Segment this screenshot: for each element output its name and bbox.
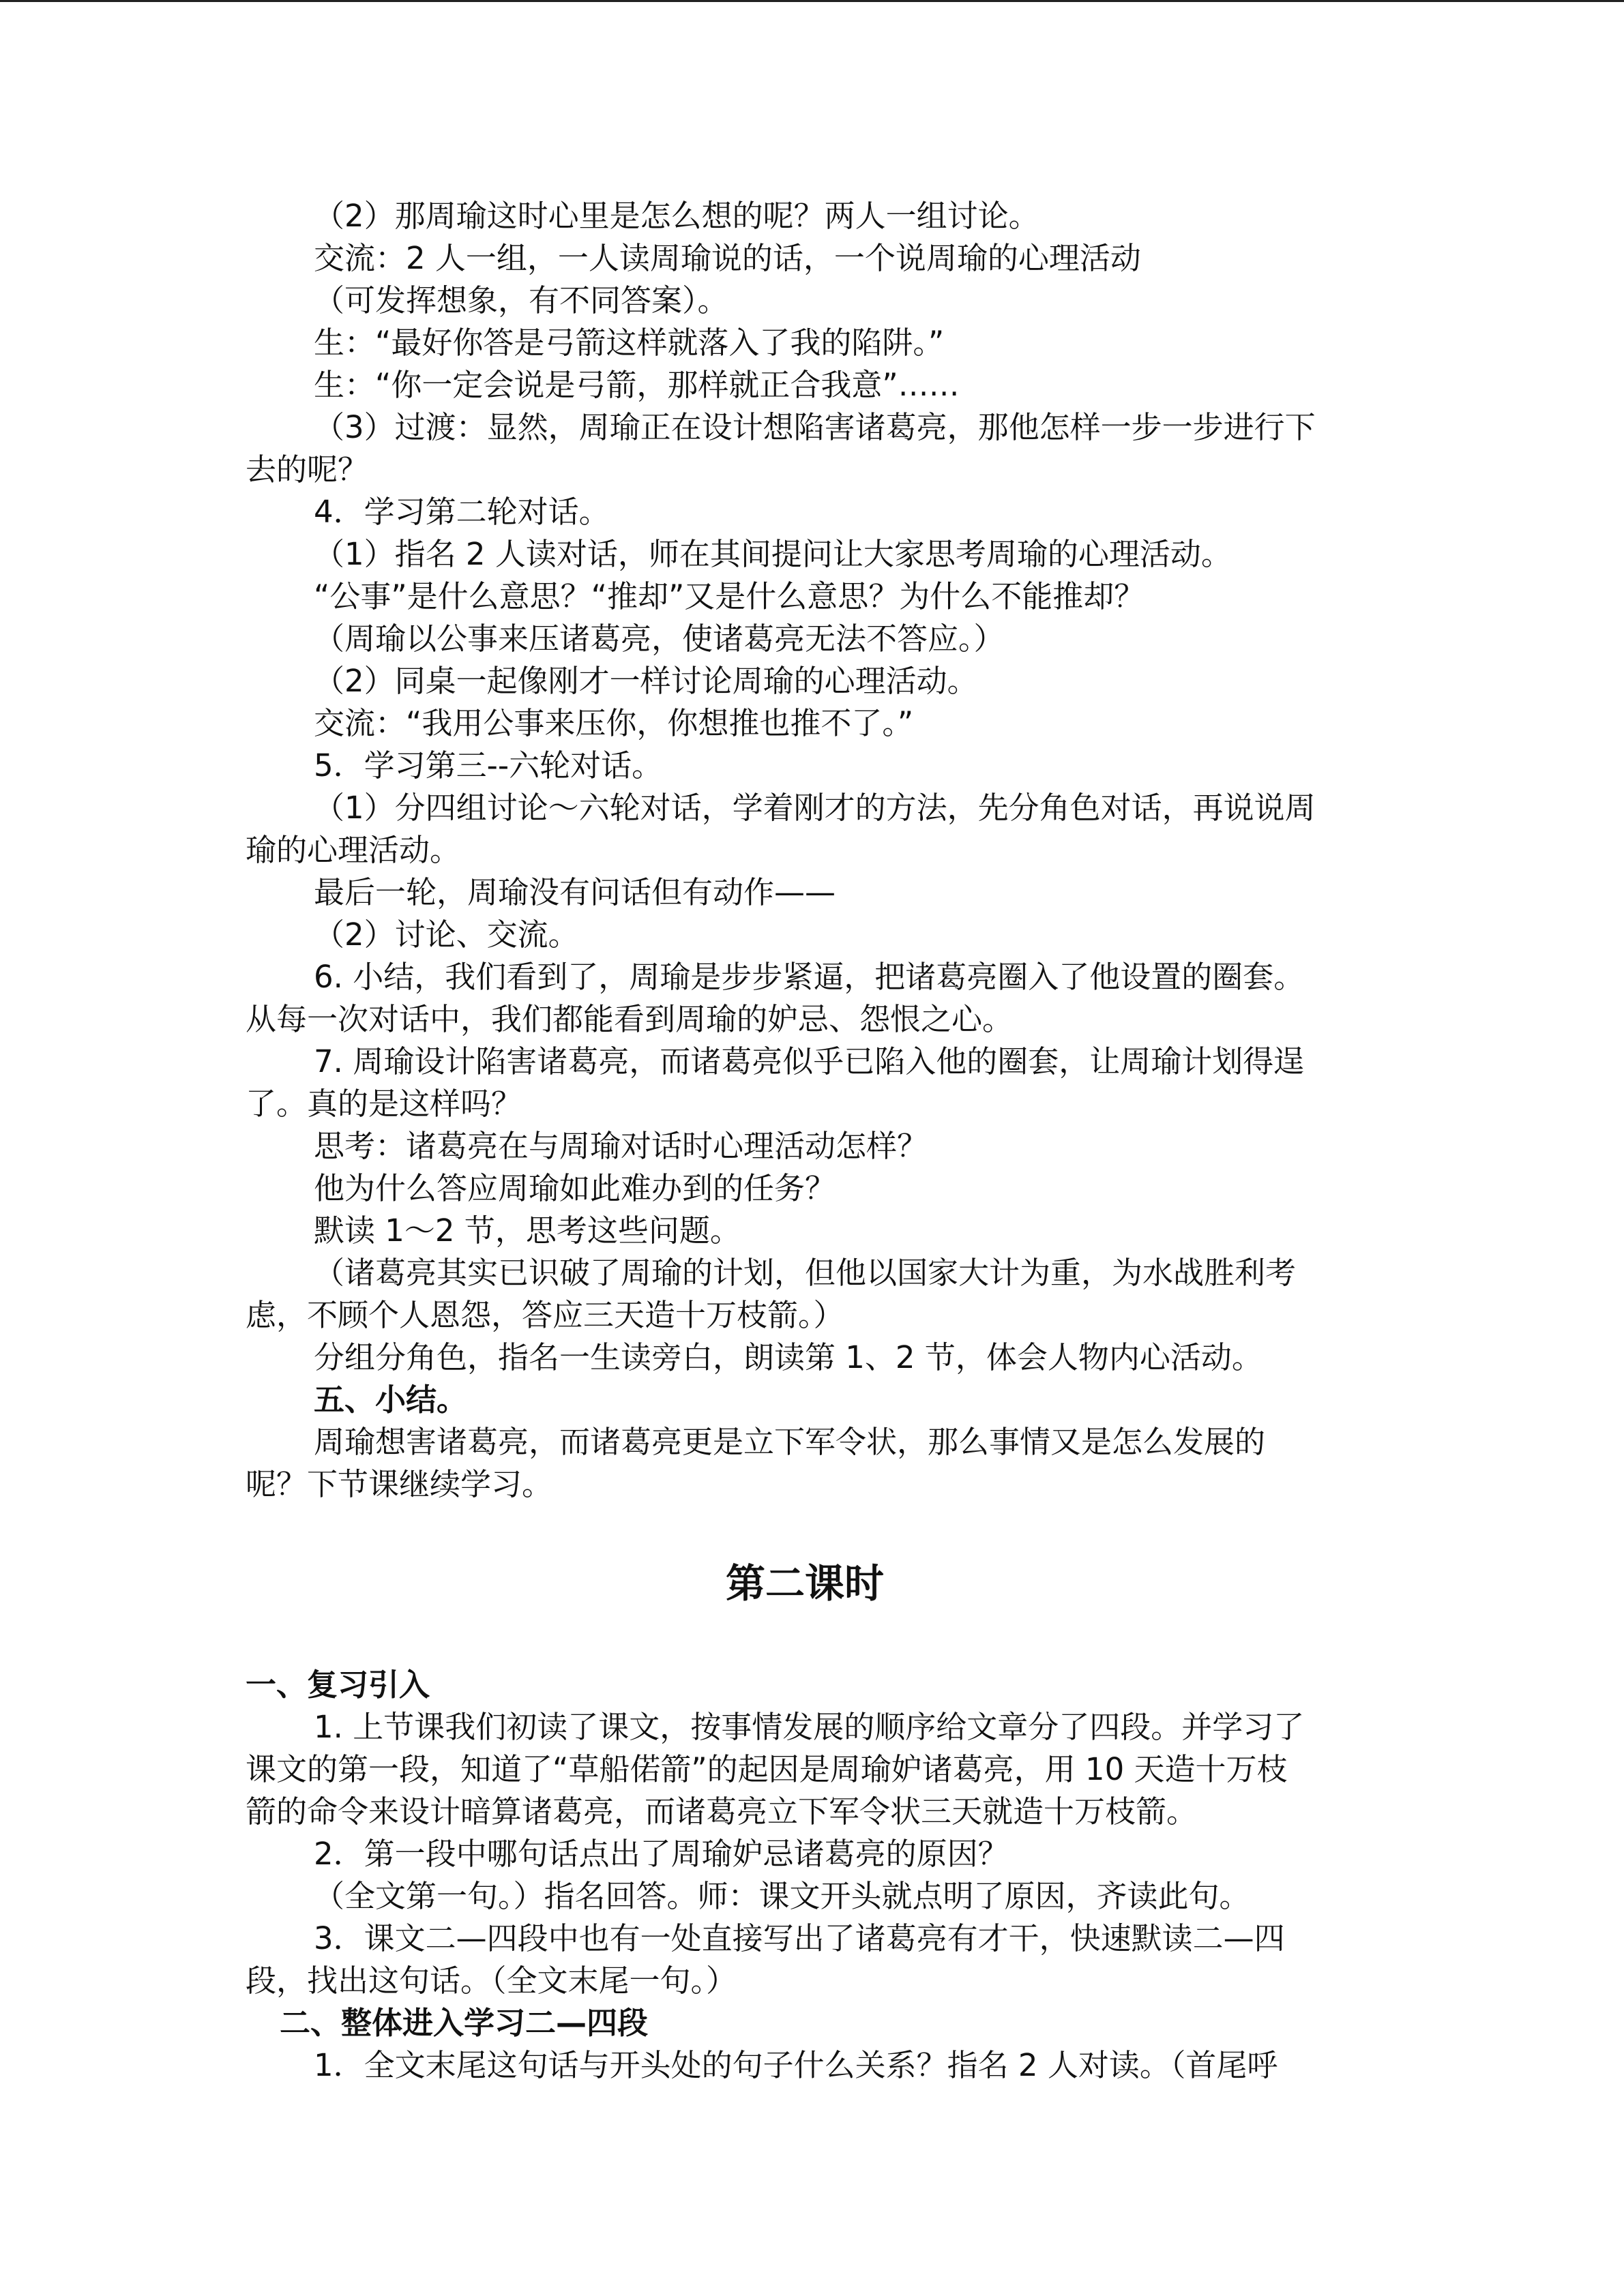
section-heading: 一、复习引入 [246,1667,430,1703]
text-line: 去的呢？ [246,451,369,488]
text-line: （1）分四组讨论～六轮对话，学着刚才的方法，先分角色对话，再说说周 [314,790,1316,826]
text-line: 3．课文二—四段中也有一处直接写出了诸葛亮有才干，快速默读二—四 [314,1920,1285,1956]
text-line: （2）那周瑜这时心里是怎么想的呢？两人一组讨论。 [314,198,1039,234]
text-line: （诸葛亮其实已识破了周瑜的计划，但他以国家大计为重，为水战胜利考 [314,1255,1297,1291]
lesson-title: 第二课时 [726,1560,885,1607]
text-line: 7. 周瑜设计陷害诸葛亮，而诸葛亮似乎已陷入他的圈套，让周瑜计划得逞 [314,1043,1305,1079]
text-line: 了。真的是这样吗？ [246,1086,522,1122]
text-line: 交流：2 人一组，一人读周瑜说的话，一个说周瑜的心理活动 [314,240,1141,276]
text-line: （全文第一句。）指名回答。师：课文开头就点明了原因，齐读此句。 [314,1878,1250,1914]
text-line: 他为什么答应周瑜如此难办到的任务？ [314,1170,836,1206]
text-line: 2．第一段中哪句话点出了周瑜妒忌诸葛亮的原因？ [314,1836,1009,1872]
text-line: （周瑜以公事来压诸葛亮，使诸葛亮无法不答应。） [314,621,1005,657]
text-line: 交流：“我用公事来压你，你想推也推不了。” [314,705,914,741]
text-line: （2）同桌一起像刚才一样讨论周瑜的心理活动。 [314,663,978,699]
text-line: 最后一轮，周瑜没有问话但有动作—— [314,874,836,910]
text-line: 默读 1～2 节，思考这些问题。 [314,1212,741,1249]
text-line: 箭的命令来设计暗算诸葛亮，而诸葛亮立下军令状三天就造十万枝箭。 [246,1793,1198,1830]
text-line: 5．学习第三--六轮对话。 [314,747,663,784]
page-top-border [0,0,1624,2]
text-line: （2）讨论、交流。 [314,916,579,953]
text-line: 呢？下节课继续学习。 [246,1466,553,1502]
text-line: 6. 小结，我们看到了，周瑜是步步紧逼，把诸葛亮圈入了他设置的圈套。 [314,959,1305,995]
text-line: 生：“你一定会说是弓箭，那样就正合我意”…… [314,367,960,403]
text-line: 分组分角色，指名一生读旁白，朗读第 1、2 节，体会人物内心活动。 [314,1339,1263,1375]
text-line: （3）过渡：显然，周瑜正在设计想陷害诸葛亮，那他怎样一步一步进行下 [314,409,1316,445]
text-line: 4．学习第二轮对话。 [314,494,610,530]
text-line: 瑜的心理活动。 [246,832,461,868]
text-line: （1）指名 2 人读对话，师在其间提问让大家思考周瑜的心理活动。 [314,536,1232,572]
text-line: 思考：诸葛亮在与周瑜对话时心理活动怎样？ [314,1128,928,1164]
text-line: 生：“最好你答是弓箭这样就落入了我的陷阱。” [314,325,945,361]
text-line: “公事”是什么意思？“推却”又是什么意思？为什么不能推却？ [314,578,1145,614]
text-line: （可发挥想象，有不同答案）。 [314,282,728,318]
text-line: 段，找出这句话。（全文末尾一句。） [246,1963,737,1999]
section-heading: 二、整体进入学习二—四段 [280,2005,649,2041]
text-line: 1．全文末尾这句话与开头处的句子什么关系？指名 2 人对读。（首尾呼 [314,2047,1278,2083]
text-line: 周瑜想害诸葛亮，而诸葛亮更是立下军令状，那么事情又是怎么发展的 [314,1424,1266,1460]
text-line: 从每一次对话中，我们都能看到周瑜的妒忌、怨恨之心。 [246,1001,1014,1037]
text-line: 课文的第一段，知道了“草船偌箭”的起因是周瑜妒诸葛亮，用 10 天造十万枝 [246,1751,1288,1787]
text-line: 1. 上节课我们初读了课文，按事情发展的顺序给文章分了四段。并学习了 [314,1709,1305,1745]
text-line: 虑，不顾个人恩怨，答应三天造十万枝箭。） [246,1297,844,1333]
section-heading: 五、小结。 [314,1382,468,1418]
